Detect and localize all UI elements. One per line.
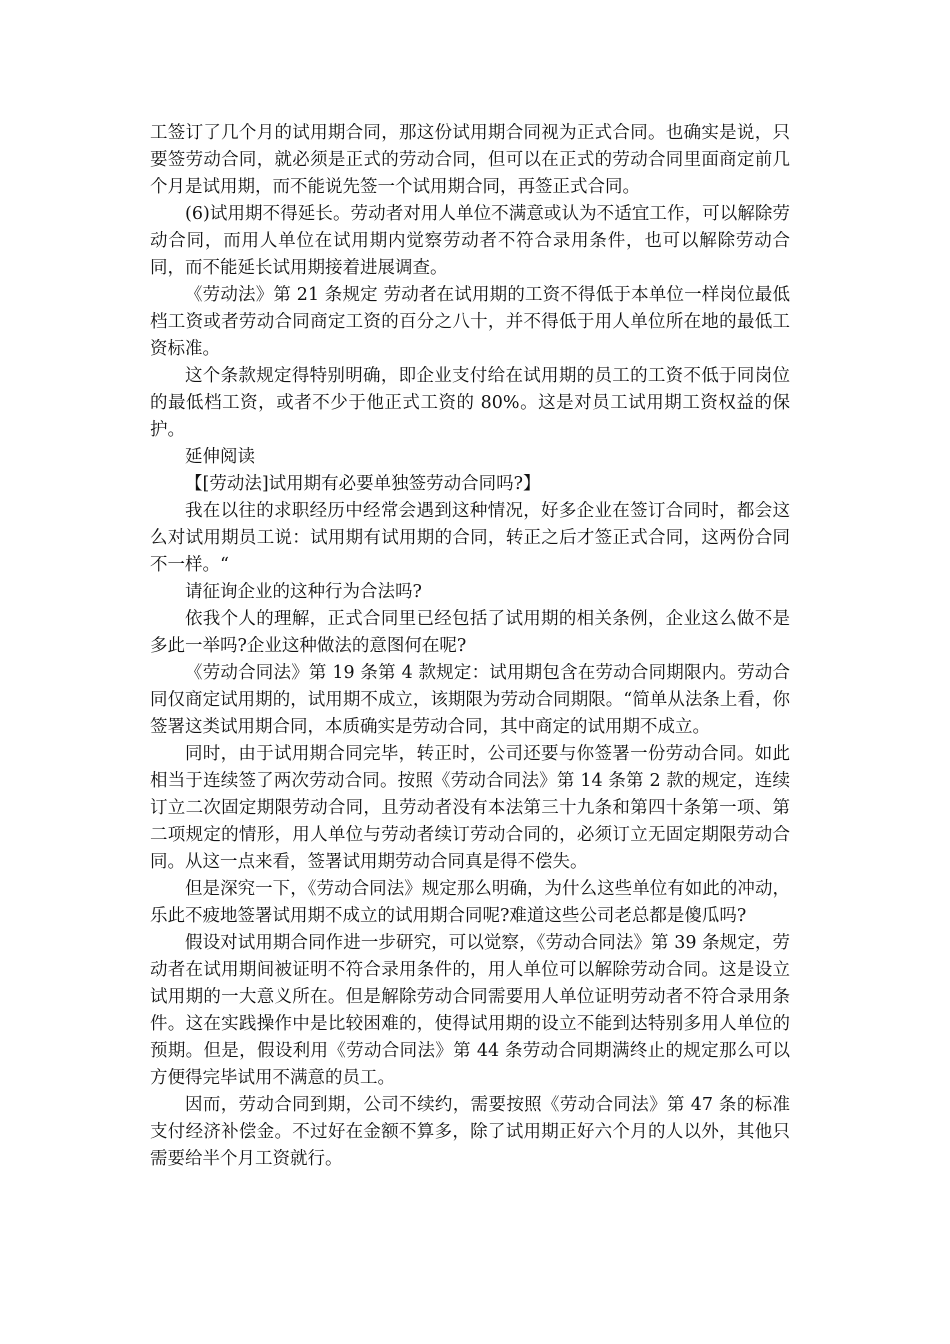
paragraph-8: 请征询企业的这种行为合法吗? bbox=[185, 582, 422, 602]
paragraph-13: 假设对试用期合同作进一步研究，可以觉察，《劳动合同法》第 39 条规定，劳动者在试用期间被证明不符合录用条件的，用人单位可以解除劳动合同。这是设立试用期的一大意义所在。但是解除劳动合同需要用人单位证明劳动者不符合录用条件。这在实践操作中是比较困难的，使得试用期的设立不能到达特别多用人单位的预期。但是，假设利用《劳动合同法》第 44 条劳动合同期满终止的规定那么可以方便得完毕试用不满意的员工。 bbox=[150, 933, 790, 1088]
section-heading: 延伸阅读 bbox=[185, 447, 255, 467]
paragraph-14: 因而，劳动合同到期，公司不续约，需要按照《劳动合同法》第 47 条的标准支付经济补偿金。不过好在金额不算多，除了试用期正好六个月的人以外，其他只需要给半个月工资就行。 bbox=[150, 1095, 790, 1169]
paragraph-1: 工签订了几个月的试用期合同，那这份试用期合同视为正式合同。也确实是说，只要签劳动合同，就必须是正式的劳动合同，但可以在正式的劳动合同里面商定前几个月是试用期，而不能说先签一个试用期合同，再签正式合同。 bbox=[150, 123, 790, 197]
paragraph-7: 我在以往的求职经历中经常会遇到这种情况，好多企业在签订合同时，都会这么对试用期员工说：试用期有试用期的合同，转正之后才签正式合同，这两份合同不一样。“ bbox=[150, 501, 790, 575]
paragraph-10: 《劳动合同法》第 19 条第 4 款规定：试用期包含在劳动合同期限内。劳动合同仅商定试用期的，试用期不成立，该期限为劳动合同期限。“简单从法条上看，你签署这类试用期合同，本质确实是劳动合同，其中商定的试用期不成立。 bbox=[150, 663, 790, 737]
document-body bbox=[150, 120, 790, 1173]
paragraph-4: 这个条款规定得特别明确，即企业支付给在试用期的员工的工资不低于同岗位的最低档工资，或者不少于他正式工资的 80%。这是对员工试用期工资权益的保护。 bbox=[150, 366, 790, 440]
paragraph-11: 同时，由于试用期合同完毕，转正时，公司还要与你签署一份劳动合同。如此相当于连续签了两次劳动合同。按照《劳动合同法》第 14 条第 2 款的规定，连续订立二次固定期限劳动合同，且劳动者没有本法第三十九条和第四十条第一项、第二项规定的情形，用人单位与劳动者续订劳动合同的，必须订立无固定期限劳动合同。从这一点来看，签署试用期劳动合同真是得不偿失。 bbox=[150, 744, 790, 872]
paragraph-3: 《劳动法》第 21 条规定 劳动者在试用期的工资不得低于本单位一样岗位最低档工资或者劳动合同商定工资的百分之八十，并不得低于用人单位所在地的最低工资标准。 bbox=[150, 285, 790, 359]
paragraph-12: 但是深究一下，《劳动合同法》规定那么明确，为什么这些单位有如此的冲动，乐此不疲地签署试用期不成立的试用期合同呢?难道这些公司老总都是傻瓜吗? bbox=[150, 879, 790, 926]
article-title: 【[劳动法]试用期有必要单独签劳动合同吗?】 bbox=[185, 474, 541, 494]
paragraph-2: (6)试用期不得延长。劳动者对用人单位不满意或认为不适宜工作，可以解除劳动合同，而用人单位在试用期内觉察劳动者不符合录用条件，也可以解除劳动合同，而不能延长试用期接着进展调查。 bbox=[150, 204, 790, 278]
paragraph-9: 依我个人的理解，正式合同里已经包括了试用期的相关条例，企业这么做不是多此一举吗?企业这种做法的意图何在呢? bbox=[150, 609, 790, 656]
